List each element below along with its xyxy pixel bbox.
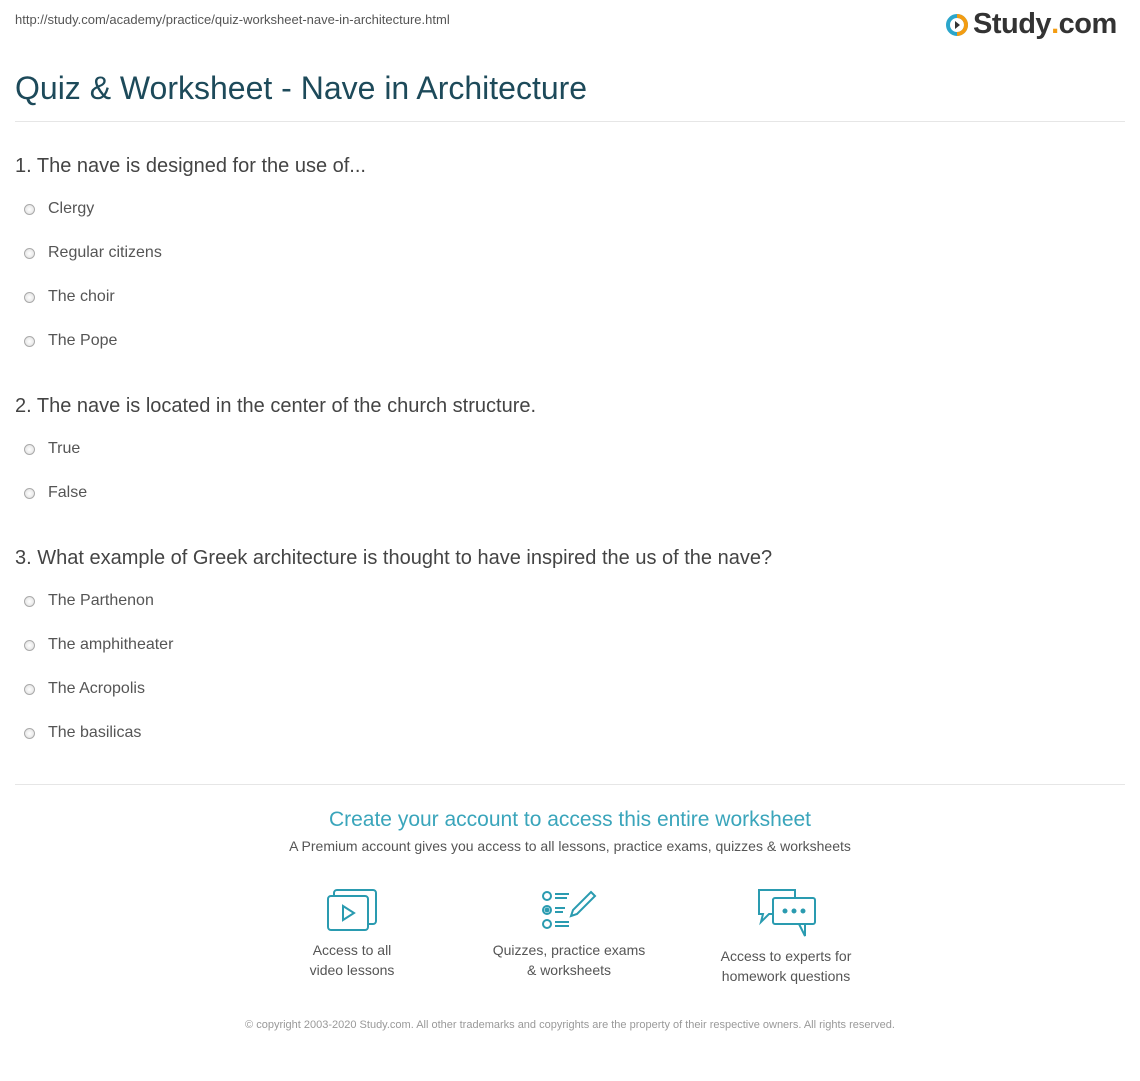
option[interactable] xyxy=(24,440,80,458)
option[interactable] xyxy=(24,680,145,698)
divider xyxy=(15,784,1125,785)
feature-line: video lessons xyxy=(309,962,395,978)
option-label: The choir xyxy=(48,288,115,305)
feature-line: & worksheets xyxy=(526,962,612,978)
cta-subtitle: A Premium account gives you access to all lessons, practice exams, quizzes & worksheets xyxy=(289,838,851,854)
radio-button[interactable] xyxy=(24,248,35,259)
option[interactable] xyxy=(24,288,115,306)
option[interactable] xyxy=(24,484,87,502)
option[interactable] xyxy=(24,724,141,742)
divider xyxy=(15,121,1125,122)
option-label: The Pope xyxy=(48,332,118,349)
question-3: 3. What example of Greek architecture is thought to have inspired the us of the nave? xyxy=(15,547,773,569)
option[interactable] xyxy=(24,592,154,610)
option[interactable] xyxy=(24,200,94,218)
create-account-link[interactable]: Create your account to access this entire worksheet xyxy=(328,808,812,831)
option-label: The Acropolis xyxy=(48,680,145,697)
radio-button[interactable] xyxy=(24,728,35,739)
radio-button[interactable] xyxy=(24,444,35,455)
radio-button[interactable] xyxy=(24,292,35,303)
option-label: Clergy xyxy=(48,200,95,217)
feature-quizzes xyxy=(469,888,669,980)
radio-button[interactable] xyxy=(24,488,35,499)
logo-tld: com xyxy=(1058,8,1117,40)
radio-button[interactable] xyxy=(24,204,35,215)
question-1: 1. The nave is designed for the use of... xyxy=(15,155,366,177)
quiz-checklist-icon xyxy=(541,888,597,932)
option[interactable] xyxy=(24,244,162,262)
option-label: The basilicas xyxy=(48,724,142,741)
copyright: © copyright 2003-2020 Study.com. All other trademarks and copyrights are the property of their respective owners. All rights reserved. xyxy=(245,1019,895,1031)
radio-button[interactable] xyxy=(24,640,35,651)
logo-dot: . xyxy=(1051,8,1059,40)
feature-line: homework questions xyxy=(721,968,851,984)
option[interactable] xyxy=(24,332,117,350)
page-url: http://study.com/academy/practice/quiz-worksheet-nave-in-architecture.html xyxy=(15,12,450,27)
feature-experts xyxy=(686,888,886,986)
option-label: The amphitheater xyxy=(48,636,174,653)
feature-line: Access to all xyxy=(312,942,392,958)
question-2: 2. The nave is located in the center of the church structure. xyxy=(15,395,537,417)
play-logo-icon xyxy=(945,13,969,37)
option-label: Regular citizens xyxy=(48,244,162,261)
feature-video-lessons xyxy=(252,888,452,980)
radio-button[interactable] xyxy=(24,684,35,695)
feature-line: Quizzes, practice exams xyxy=(492,942,646,958)
option[interactable] xyxy=(24,636,173,654)
radio-button[interactable] xyxy=(24,336,35,347)
chat-bubbles-icon xyxy=(755,888,817,938)
radio-button[interactable] xyxy=(24,596,35,607)
video-lessons-icon xyxy=(326,888,378,932)
option-label: The Parthenon xyxy=(48,592,154,609)
page-title: Quiz & Worksheet - Nave in Architecture xyxy=(15,70,588,106)
option-label: False xyxy=(48,484,88,501)
feature-line: Access to experts for xyxy=(720,948,852,964)
logo-name: Study xyxy=(973,8,1052,40)
study-logo[interactable] xyxy=(945,8,1117,41)
option-label: True xyxy=(48,440,81,457)
